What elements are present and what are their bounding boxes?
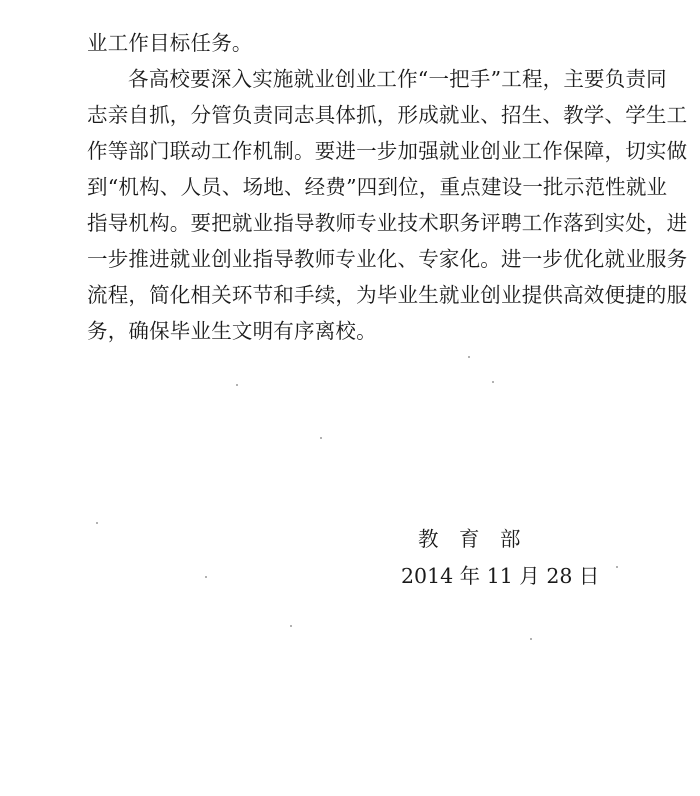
paragraph-line: 流程，简化相关环节和手续，为毕业生就业创业提供高效便捷的服 (87, 283, 688, 307)
scan-speck (205, 576, 207, 578)
issue-date: 2014 年 11 月 28 日 (401, 564, 600, 588)
scan-speck (530, 638, 532, 640)
issuer-name: 教 育 部 (418, 527, 521, 551)
scan-speck (468, 356, 470, 358)
scan-speck (492, 381, 494, 383)
paragraph-line: 业工作目标任务。 (87, 31, 253, 55)
scan-speck (290, 625, 292, 627)
paragraph-line: 各高校要深入实施就业创业工作“一把手”工程，主要负责同 (128, 67, 667, 91)
paragraph-line: 务，确保毕业生文明有序离校。 (87, 319, 377, 343)
scan-speck (616, 566, 618, 568)
paragraph-line: 作等部门联动工作机制。要进一步加强就业创业工作保障，切实做 (87, 139, 688, 163)
paragraph-line: 志亲自抓，分管负责同志具体抓，形成就业、招生、教学、学生工 (87, 103, 688, 127)
scan-speck (96, 522, 98, 524)
paragraph-line: 指导机构。要把就业指导教师专业技术职务评聘工作落到实处，进 (87, 211, 688, 235)
scan-speck (320, 437, 322, 439)
paragraph-line: 一步推进就业创业指导教师专业化、专家化。进一步优化就业服务 (87, 247, 688, 271)
paragraph-line: 到“机构、人员、场地、经费”四到位，重点建设一批示范性就业 (87, 175, 668, 199)
scan-speck (236, 384, 238, 386)
